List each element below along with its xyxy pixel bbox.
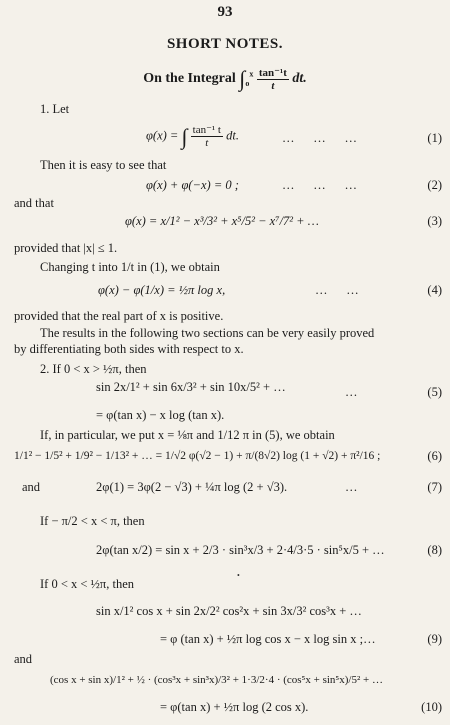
equation-5a: sin 2x/1² + sin 6x/3² + sin 10x/5² + … xyxy=(96,380,286,394)
eq1-dots: … … … xyxy=(282,131,357,145)
text-results-2: by differentiating both sides with respect to x. xyxy=(14,342,244,356)
text-results-1: The results in the following two sections can be very easily proved xyxy=(40,326,375,340)
equation-9a: sin x/1² cos x + sin 2x/2² cos²x + sin 3x/3² cos³x + … xyxy=(96,604,362,618)
section-2-label: 2. If 0 < x > ½π, then xyxy=(40,362,147,376)
text-easy: Then it is easy to see that xyxy=(40,158,167,172)
section-header: SHORT NOTES. xyxy=(166,36,284,52)
eq1-fraction xyxy=(191,124,223,149)
integral-sign: ∫ xyxy=(239,66,246,91)
equation-7: 2φ(1) = 3φ(2 − √3) + ¼π log (2 + √3). xyxy=(96,480,288,494)
text-if-neg: If − π/2 < x < π, then xyxy=(40,514,145,528)
text-and-2: and xyxy=(14,652,33,666)
eq1-numerator: tan⁻¹ t xyxy=(192,124,221,136)
eq7-dots: … xyxy=(345,480,358,494)
page-number: 93 xyxy=(217,4,233,20)
text-particular: If, in particular, we put x = ⅛π and 1/12 π in (5), we obtain xyxy=(40,428,335,442)
section-1-label: 1. Let xyxy=(40,102,70,116)
eq2-dots: … … … xyxy=(282,178,357,192)
eq-number-1: (1) xyxy=(427,131,442,145)
equation-10a: (cos x + sin x)/1² + ½ · (cos³x + sin³x)/3² + 1·3/2·4 · (cos⁵x + sin⁵x)/5² + … xyxy=(50,674,383,686)
text-if-zero: If 0 < x < ½π, then xyxy=(40,577,135,591)
title-denominator: t xyxy=(257,79,289,92)
equation-2: φ(x) + φ(−x) = 0 ; xyxy=(146,178,239,192)
title-numerator: tan⁻¹t xyxy=(258,66,287,79)
eq-number-6: (6) xyxy=(427,449,442,463)
integral-lower-limit: o xyxy=(245,79,250,89)
equation-4: φ(x) − φ(1/x) = ½π log x, xyxy=(98,283,226,297)
equation-9b: = φ (tan x) + ½π log cos x − x log sin x ;… xyxy=(160,632,376,646)
integral-upper-limit: x xyxy=(249,69,254,79)
eq-number-3: (3) xyxy=(427,214,442,228)
equation-3: φ(x) = x/1² − x³/3² + x⁵/5² − x⁷/7² + … xyxy=(125,214,319,228)
equation-8: 2φ(tan x/2) = sin x + 2/3 · sin³x/3 + 2·4/3·5 · sin⁵x/5 + … xyxy=(96,543,385,557)
eq1-tail: dt. xyxy=(226,128,239,143)
text-and: and xyxy=(22,480,41,494)
title-fraction xyxy=(257,67,289,92)
text-and-that: and that xyxy=(14,196,54,210)
eq5-dots: … xyxy=(345,385,358,399)
title-dt: dt. xyxy=(292,71,307,87)
title-text: On the Integral xyxy=(143,71,236,87)
text-provided: provided that |x| ≤ 1. xyxy=(14,241,118,255)
eq-number-9: (9) xyxy=(427,632,442,646)
eq1-denominator: t xyxy=(191,136,223,149)
equation-5b: = φ(tan x) − x log (tan x). xyxy=(96,408,225,422)
text-real-part: provided that the real part of x is positive. xyxy=(14,309,224,323)
eq4-dots: … … xyxy=(315,283,359,297)
eq1-lhs: φ(x) = xyxy=(146,128,179,143)
equation-10b: = φ(tan x) + ½π log (2 cos x). xyxy=(160,700,309,714)
eq-number-5: (5) xyxy=(427,385,442,399)
eq-number-4: (4) xyxy=(427,283,442,297)
eq-number-10: (10) xyxy=(421,700,442,714)
integral-sign: ∫ xyxy=(181,124,188,149)
eq-number-8: (8) xyxy=(427,543,442,557)
equation-6: 1/1² − 1/5² + 1/9² − 1/13² + … = 1/√2 φ(√2 − 1) + π/(8√2) log (1 + √2) + π²/16 ; xyxy=(14,450,381,462)
eq-number-2: (2) xyxy=(427,178,442,192)
equation-1 xyxy=(146,124,239,149)
print-speck: • xyxy=(237,571,240,580)
text-changing: Changing t into 1/t in (1), we obtain xyxy=(40,260,220,274)
eq-number-7: (7) xyxy=(427,480,442,494)
note-title xyxy=(0,66,450,92)
